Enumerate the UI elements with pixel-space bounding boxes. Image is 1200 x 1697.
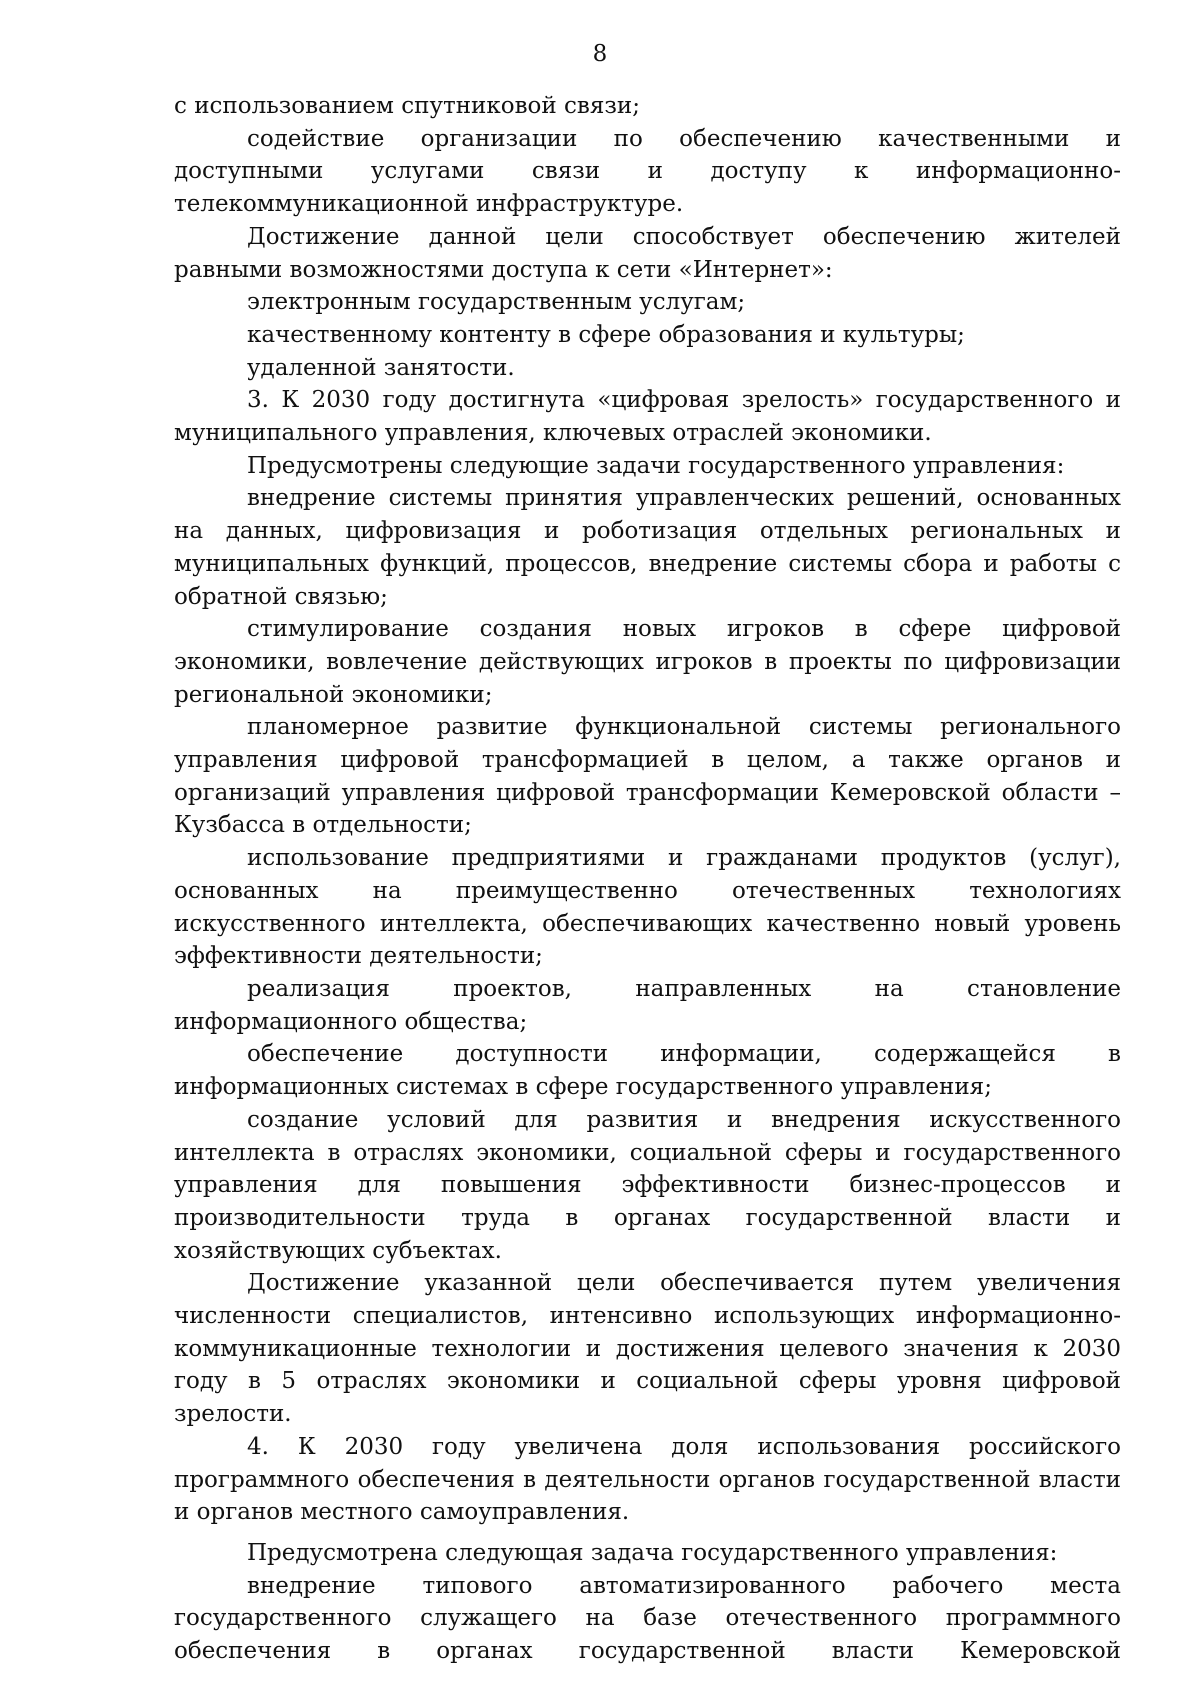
paragraph-task-intro-2: Предусмотрена следующая задача государственного управления: (247, 1539, 1058, 1566)
paragraph-information-access: обеспечение доступности информации, содержащейся в информационных системах в сфере государственного управления; (174, 1041, 1121, 1101)
paragraph-workstation: внедрение типового автоматизированного рабочего места государственного служащего на базе отечественного программного обеспечения в органах государственной власти Кемеровской (174, 1572, 1121, 1665)
page-number: 8 (592, 41, 608, 67)
paragraph-ai-products: использование предприятиями и гражданами продуктов (услуг), основанных на преимущественно отечественных технологиях искусственного интеллекта, обеспечивающих качественно новый уровень эффективности деятельности; (174, 845, 1121, 970)
paragraph-regional-management: планомерное развитие функциональной системы регионального управления цифровой трансформацией в целом, а также органов и организаций управления цифровой трансформации Кемеровской области – Кузбасса в отдельности; (174, 714, 1121, 839)
paragraph-information-society: реализация проектов, направленных на становление информационного общества; (174, 975, 1121, 1035)
paragraph-electronic-services: электронным государственным услугам; (247, 289, 746, 316)
paragraph-goal-4: 4. К 2030 году увеличена доля использования российского программного обеспечения в деятельности органов государственной власти и органов местного самоуправления. (174, 1433, 1121, 1526)
paragraph-remote-work: удаленной занятости. (247, 354, 515, 381)
document-body (174, 90, 1121, 1668)
paragraph-new-players: стимулирование создания новых игроков в сфере цифровой экономики, вовлечение действующих игроков в проекты по цифровизации региональной экономики; (174, 616, 1121, 708)
paragraph-quality-content: качественному контенту в сфере образования и культуры; (247, 321, 965, 348)
paragraph-data-decisions: внедрение системы принятия управленческих решений, основанных на данных, цифровизация и роботизация отдельных региональных и муниципальных функций, процессов, внедрение системы сбора и работы с обратной связью; (174, 485, 1121, 610)
paragraph-satellite-link: с использованием спутниковой связи; (174, 93, 640, 119)
paragraph-specialists: Достижение указанной цели обеспечивается путем увеличения численности специалистов, интенсивно использующих информационно-коммуникационные технологии и достижения целевого значения к 2030 году в 5 отраслях экономики и социальной сферы уровня цифровой зрелости. (174, 1270, 1121, 1428)
paragraph-spacer (174, 1529, 1121, 1537)
paragraph-ai-conditions: создание условий для развития и внедрения искусственного интеллекта в отраслях экономики, социальной сферы и государственного управления для повышения эффективности бизнес-процессов и производительности труда в органах государственной власти и хозяйствующих субъектах. (174, 1106, 1121, 1264)
paragraph-tasks-intro: Предусмотрены следующие задачи государственного управления: (247, 452, 1065, 479)
paragraph-communication-services: содействие организации по обеспечению качественными и доступными услугами связи и доступу к информационно-телекоммуникационной инфраструктуре. (174, 125, 1121, 218)
paragraph-goal-achievement: Достижение данной цели способствует обеспечению жителей равными возможностями доступа к сети «Интернет»: (174, 223, 1121, 283)
paragraph-goal-3: 3. К 2030 году достигнута «цифровая зрелость» государственного и муниципального управления, ключевых отраслей экономики. (174, 387, 1121, 447)
